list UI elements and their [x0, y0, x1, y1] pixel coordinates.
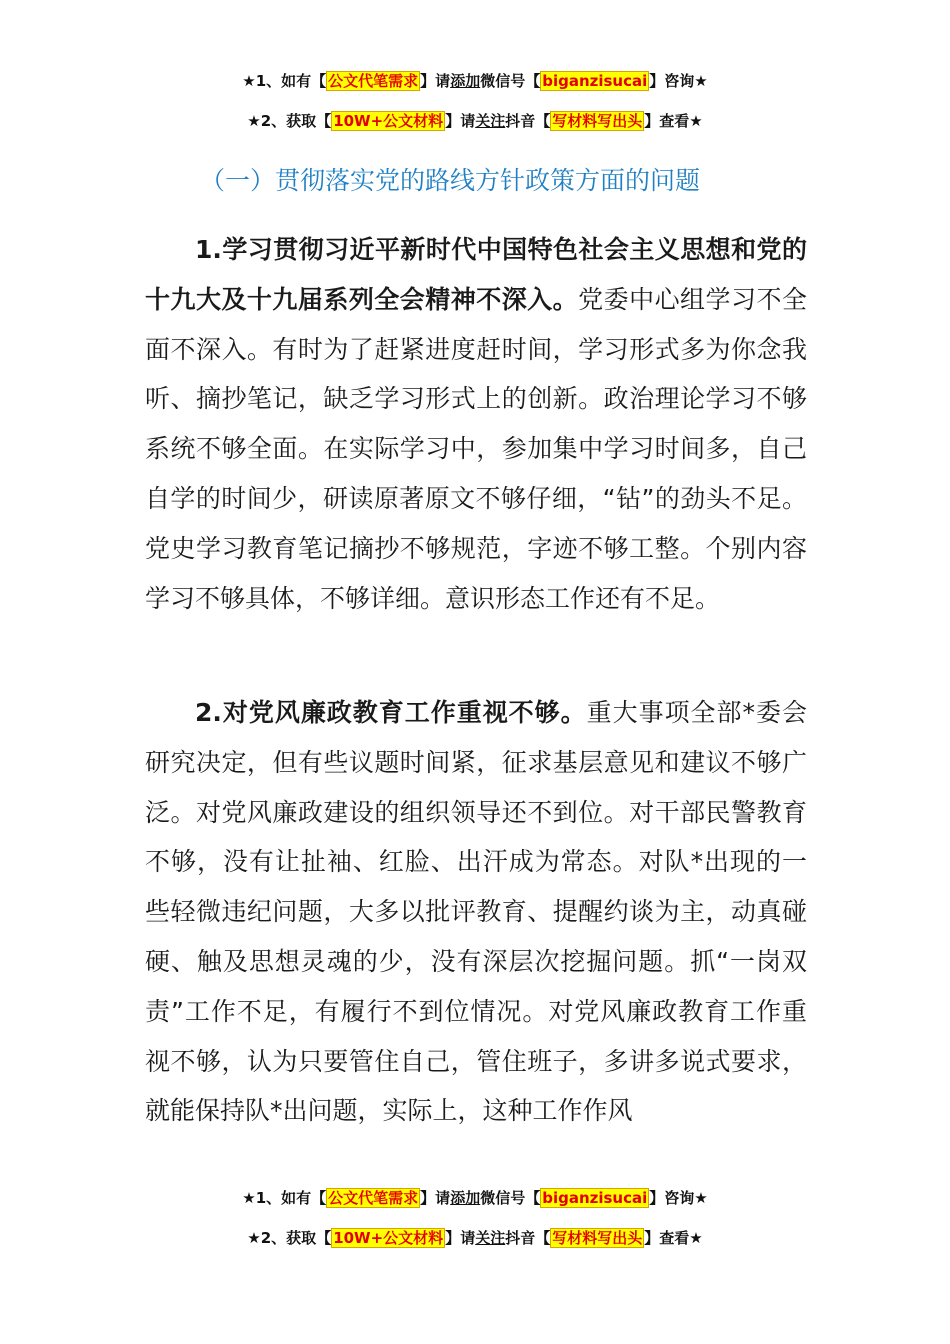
- paragraph-lead: 1.学习贯彻习近平新时代中国特色社会主义思想和党的十九大及十九届系列全会精神不深入。: [145, 235, 807, 314]
- ad-text: 抖音【: [505, 1229, 551, 1247]
- ad-text: 】请: [420, 1189, 451, 1207]
- ad-highlight: 公文代笔需求: [328, 1189, 419, 1207]
- header-ad-line-1: [0, 71, 950, 91]
- ad-highlight-wechat-id: biganzisucai: [542, 72, 648, 90]
- ad-underlined-text: 关注: [475, 1229, 506, 1247]
- paragraph: [145, 688, 807, 1136]
- footer-ad-line-1: [0, 1188, 950, 1208]
- section-title: （一）贯彻落实党的路线方针政策方面的问题: [200, 166, 701, 195]
- ad-text: 】咨询★: [649, 1189, 708, 1207]
- ad-highlight-wechat-id: biganzisucai: [542, 1189, 648, 1207]
- paragraph-lead: 2.对党风廉政教育工作重视不够。: [195, 698, 587, 727]
- header-ad-line-2: [0, 111, 950, 131]
- ad-highlight: 10W+公文材料: [333, 112, 444, 130]
- paragraph-text: 重大事项全部*委会研究决定，但有些议题时间紧，征求基层意见和建议不够广泛。对党风廉政建设的组织领导还不到位。对干部民警教育不够，没有让扯袖、红脸、出汗成为常态。对队*出现的一些轻微违纪问题，大多以批评教育、提醒约谈为主，动真碰硬、触及思想灵魂的少，没有深层次挖掘问题。抓“一岗双责”工作不足，有履行不到位情况。对党风廉政教育工作重视不够，认为只要管住自己，管住班子，多讲多说式要求，就能保持队*出问题，实际上，这种工作作风: [145, 698, 807, 1126]
- ad-text: ★1、如有【: [242, 72, 327, 90]
- footer-ad-line-2: [0, 1228, 950, 1248]
- ad-text: 】查看★: [644, 1229, 703, 1247]
- ad-highlight-douyin-id: 写材料写出头: [552, 1229, 643, 1247]
- ad-text: 抖音【: [505, 112, 551, 130]
- ad-text: 】查看★: [644, 112, 703, 130]
- ad-highlight: 公文代笔需求: [328, 72, 419, 90]
- ad-text: 】咨询★: [649, 72, 708, 90]
- body-paragraph-1: [145, 225, 807, 623]
- ad-text: 】请: [420, 72, 451, 90]
- ad-text: ★2、获取【: [247, 1229, 332, 1247]
- ad-text: 微信号【: [480, 72, 541, 90]
- ad-underlined-text: 关注: [475, 112, 506, 130]
- paragraph-text: 党委中心组学习不全面不深入。有时为了赶紧进度赶时间，学习形式多为你念我听、摘抄笔记，缺乏学习形式上的创新。政治理论学习不够系统不够全面。在实际学习中，参加集中学习时间多，自己自学的时间少，研读原著原文不够仔细，“钻”的劲头不足。党史学习教育笔记摘抄不够规范，字迹不够工整。个别内容学习不够具体，不够详细。意识形态工作还有不足。: [145, 284, 807, 613]
- ad-text: ★2、获取【: [247, 112, 332, 130]
- ad-text: 】请: [445, 112, 476, 130]
- ad-underlined-text: 添加: [450, 1189, 481, 1207]
- ad-text: ★1、如有【: [242, 1189, 327, 1207]
- ad-highlight: 10W+公文材料: [333, 1229, 444, 1247]
- paragraph: [145, 225, 807, 623]
- ad-highlight-douyin-id: 写材料写出头: [552, 112, 643, 130]
- ad-underlined-text: 添加: [450, 72, 481, 90]
- ad-text: 微信号【: [480, 1189, 541, 1207]
- body-paragraph-2: [145, 688, 807, 1136]
- ad-text: 】请: [445, 1229, 476, 1247]
